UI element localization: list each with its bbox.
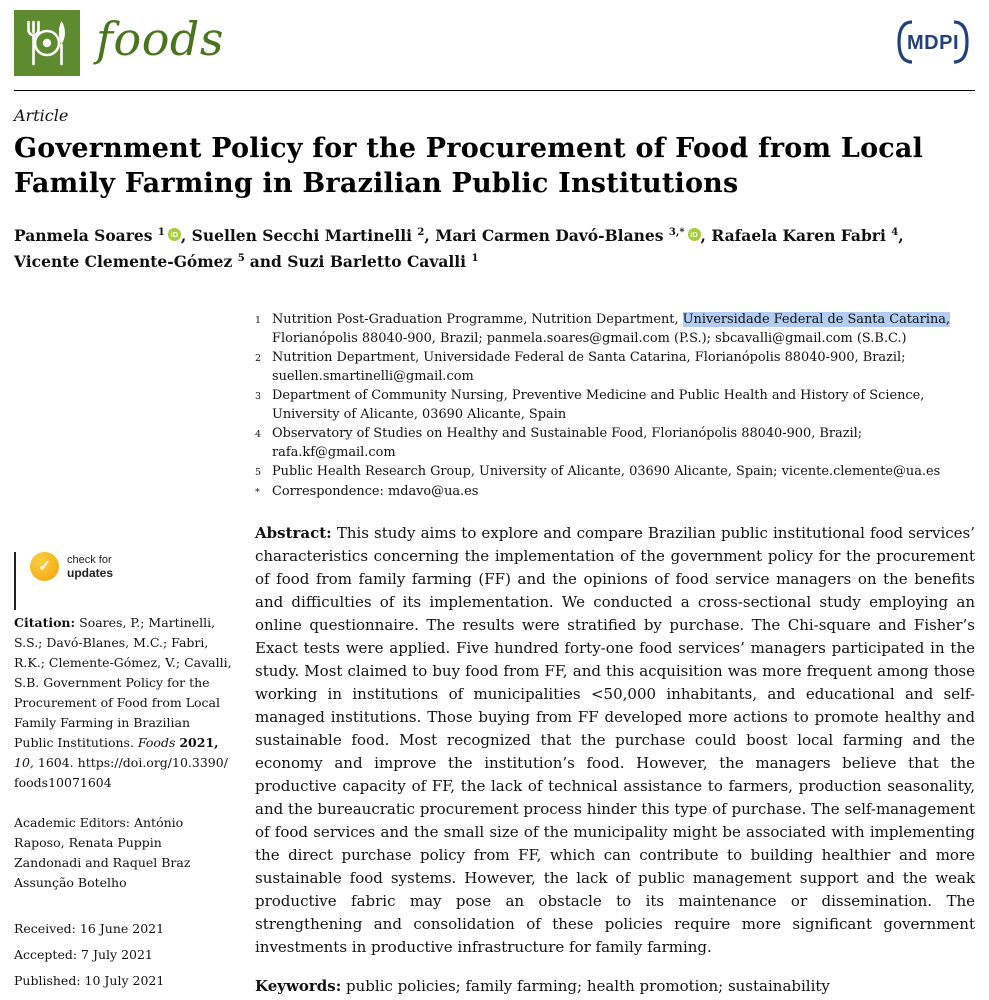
mdpi-wordmark: MDPI (907, 32, 959, 54)
foods-logo-icon (14, 10, 80, 76)
author: Panmela Soares $^1$ iD , (14, 226, 187, 246)
abstract-text: This study aims to explore and compare Brazilian public institutional food services’ characteristics concerning the implementation of the government policy for the procurement of food from family farming (FF) and the opinions of food service managers on the benefits and difficulties of its implementation. We conducted a cross-sectional study employing an online questionnaire. The results were stratified by purchase. The Chi-square and Fisher’s Exact tests were applied. Five hundred forty-one food services’ managers participated in the study. Most claimed to buy food from FF, and this acquisition was more frequent among those working in institutions of municipalities <50,000 inhabitants, and educational and self-managed institutions. Those buying from FF developed more actions to promote healthy and sustainable food. Most recognized that the purchase could boost local farming and the economy and improve the institution’s food. However, the managers believe that the productive capacity of FF, the lack of technical assistance to farmers, production seasonality, and the bureaucratic procurement process hinder this type of purchase. The self-management of food services and the small size of the municipality might be associated with implementing the direct purchase policy from FF, which can contribute to building healthier and more sustainable food systems. However, the lack of public management support and the weak productive fabric may pose an obstacle to its maintenance or dissemination. The strengthening and consolidation of these policies require more significant government investments in productive infrastructure for family farming. (255, 524, 975, 956)
orcid-icon[interactable]: iD (688, 228, 701, 241)
citation-year: 2021, (179, 735, 219, 750)
affiliation (255, 348, 975, 386)
highlighted-text: Universidade Federal de Santa Catarina, (682, 312, 951, 327)
abstract-label: Abstract: (255, 524, 332, 542)
citation-pages: 1604. (37, 755, 74, 770)
author-affil-sup: 1 (157, 227, 165, 238)
check-for-updates-badge[interactable] (30, 552, 150, 581)
paper-title: Government Policy for the Procurement of Food from Local Family Farming in Brazilian Public Institutions (14, 133, 924, 199)
citation-volume: 10, (14, 755, 34, 770)
affiliation (255, 386, 975, 424)
citation-block (14, 613, 232, 793)
published-date: Published: 10 July 2021 (14, 973, 165, 988)
affiliation-marker: 4 (255, 429, 262, 440)
academic-editors (14, 813, 232, 893)
affiliation (255, 462, 975, 482)
affiliation-text: Department of Community Nursing, Preventive Medicine and Public Health and History of Science, University of Alicante, 03690 Alicante, Spain (272, 388, 925, 422)
crossmark-check-icon: ✓ (30, 552, 59, 581)
author-affil-sup: 2 (417, 227, 425, 238)
author-affil-sup: 1 (471, 253, 479, 265)
header-rule (14, 90, 975, 91)
affiliation (255, 310, 975, 348)
author: Suzi Barletto Cavalli $^1$ (287, 252, 479, 272)
keywords (255, 975, 975, 998)
header (14, 10, 975, 82)
affiliation-text: Observatory of Studies on Healthy and Sustainable Food, Florianópolis 88040-900, Brazil; rafa.kf@gmail.com (272, 426, 863, 460)
author: Rafaela Karen Fabri $^4$, (711, 226, 904, 246)
journal-name: foods (96, 12, 224, 66)
affiliation-text: Public Health Research Group, University of Alicante, 03690 Alicante, Spain; vicente.clemente@ua.es (272, 464, 941, 479)
orcid-icon[interactable]: iD (168, 228, 181, 241)
keywords-label: Keywords: (255, 977, 342, 995)
mdpi-logo[interactable] (893, 16, 973, 72)
dates-block (14, 919, 232, 991)
authors-line (14, 221, 966, 273)
affiliation (255, 482, 975, 502)
author: Suellen Secchi Martinelli $^2$, (191, 226, 430, 246)
accepted-date: Accepted: 7 July 2021 (14, 947, 153, 962)
main-column (255, 310, 975, 1000)
editors-label: Academic Editors: (14, 815, 130, 830)
author: Vicente Clemente-Gómez $^5$ and (14, 252, 282, 272)
author-affil-sup: 5 (237, 253, 245, 265)
article-type-label: Article (14, 106, 69, 125)
badge-text: check for updates (67, 553, 114, 580)
sidebar (14, 552, 232, 997)
abstract (255, 522, 975, 959)
affiliation (255, 424, 975, 462)
author: Mari Carmen Davó-Blanes $^{3,*}$ iD , (435, 226, 706, 246)
keywords-text: public policies; family farming; health promotion; sustainability (346, 977, 830, 995)
left-rule (14, 552, 16, 610)
citation-text: Soares, P.; Martinelli, S.S.; Davó-Blanes, M.C.; Fabri, R.K.; Clemente-Gómez, V.; Cavalli, S.B. Government Policy for the Procurement of Food from Local Family Farming in Brazilian Public Institutions. (14, 615, 232, 750)
affiliation-text: Nutrition Department, Universidade Federal de Santa Catarina, Florianópolis 88040-900, Brazil; suellen.smartinelli@gmail.com (272, 350, 906, 384)
affiliation-text: Correspondence: mdavo@ua.es (272, 484, 479, 499)
cutlery-icon (14, 10, 80, 76)
author-affil-sup: 3,* (668, 227, 685, 238)
author-affil-sup: 4 (891, 227, 899, 238)
received-date: Received: 16 June 2021 (14, 921, 165, 936)
citation-journal: Foods (137, 735, 176, 750)
affiliation-text: Nutrition Post-Graduation Programme, Nutrition Department, Universidade Federal de Santa Catarina, Florianópolis 88040-900, Brazil; panmela.soares@gmail.com (P.S.); sbcavalli@gmail.com (S.B.C.) (272, 312, 951, 346)
affiliation-marker: * (255, 487, 260, 498)
citation-label: Citation: (14, 615, 76, 630)
doi-link[interactable]: https://doi.org/10.3390/foods10071604 (14, 755, 228, 790)
editors-names: António Raposo, Renata Puppin Zandonadi and Raquel Braz Assunção Botelho (14, 815, 191, 890)
affiliation-marker: 2 (255, 353, 262, 364)
affiliation-marker: 3 (255, 391, 262, 402)
affiliation-marker: 5 (255, 467, 262, 478)
mdpi-logo-icon (893, 16, 973, 68)
affiliation-marker: 1 (255, 315, 262, 326)
